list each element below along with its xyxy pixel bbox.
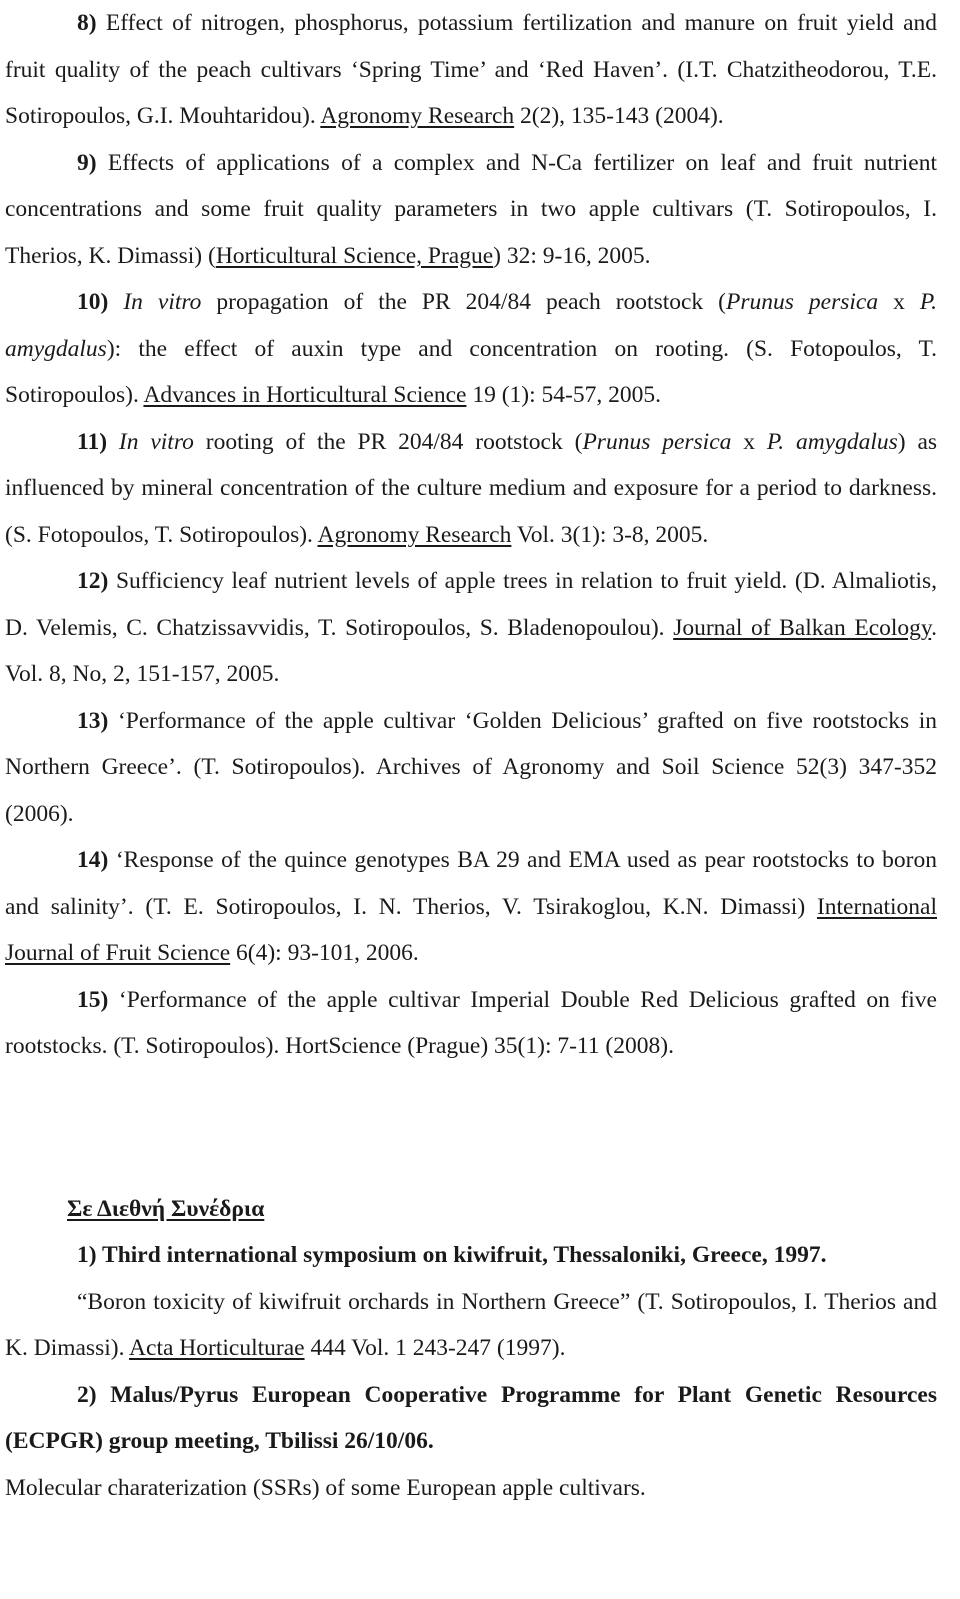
publication-12 xyxy=(5,558,937,698)
publication-details: Vol. 3(1): 3-8, 2005. xyxy=(516,521,709,548)
journal-link[interactable]: Acta Horticulturae xyxy=(129,1335,305,1361)
publication-text: ) as influenced by mineral concentration of the culture medium and exposure for a period to darkness. (S. Fotopoulos, T. Sotiropoulos). xyxy=(5,428,938,548)
publication-details: 6(4): 93-101, 2006. xyxy=(236,940,419,966)
conference-2-title: 2) Malus/Pyrus European Cooperative Programme for Plant Genetic Resources (ECPGR) group meeting, Tbilissi 26/10/06. xyxy=(5,1381,937,1454)
conference-2-paper xyxy=(5,1465,937,1512)
publication-text: ‘Performance of the apple cultivar ‘Golden Delicious’ grafted on five rootstocks in Northern Greece’. (T. Sotiropoulos). Archives of Agronomy and Soil Science 52(3) 347-352 (2006). xyxy=(5,707,938,827)
publication-text: Effect of nitrogen, phosphorus, potassium fertilization and manure on fruit yield and fruit quality of the peach cultivars ‘Spring Time’ and ‘Red Haven’. (I.T. Chatzitheodorou, T.E. Sotiropoulos, G.I. Mouhtaridou). xyxy=(5,10,938,129)
publication-text: ‘Performance of the apple cultivar Imperial Double Red Delicious grafted on five rootstocks. (T. Sotiropoulos). HortScience (Prague) 35(1): 7-11 (2008). xyxy=(5,986,937,1059)
publication-15 xyxy=(5,977,937,1070)
publication-text: propagation of the PR 204/84 peach rootstock ( xyxy=(216,289,727,315)
publication-number: 11) xyxy=(77,428,108,455)
publication-number: 9) xyxy=(77,149,97,176)
publication-13 xyxy=(5,698,937,838)
publication-details: . Vol. 8, No, 2, 151-157, 2005. xyxy=(5,614,938,687)
paper-text: “Boron toxicity of kiwifruit orchards in Northern Greece” (T. Sotiropoulos, I. Therios and K. Dimassi). xyxy=(5,1288,937,1361)
journal-link[interactable]: International Journal of Fruit Science xyxy=(5,893,938,966)
journal-link[interactable]: Advances in Horticultural Science xyxy=(143,382,467,408)
publication-9 xyxy=(5,140,937,280)
publication-text: rooting of the PR 204/84 rootstock ( xyxy=(205,428,583,455)
species-name: Prunus persica xyxy=(726,289,879,315)
publication-number: 14) xyxy=(77,847,109,873)
publication-number: 15) xyxy=(77,986,109,1013)
section-heading xyxy=(5,1186,937,1233)
publication-11 xyxy=(5,419,937,559)
species-name: P. amygdalus xyxy=(766,428,898,455)
publication-14 xyxy=(5,837,937,977)
latin-term: In vitro xyxy=(118,428,194,455)
publication-details: 19 (1): 54-57, 2005. xyxy=(472,382,661,408)
conference-1-title: 1) Third international symposium on kiwifruit, Thessaloniki, Greece, 1997. xyxy=(77,1242,827,1268)
document-page xyxy=(5,0,937,1511)
journal-link[interactable]: Horticultural Science, Prague xyxy=(215,242,494,269)
publication-number: 10) xyxy=(77,289,109,315)
conferences-heading: Σε Διεθνή Συνέδρια xyxy=(67,1195,265,1222)
species-name: Prunus persica xyxy=(582,428,732,455)
publication-text: ‘Response of the quince genotypes BA 29 and EMA used as pear rootstocks to boron and salinity’. (T. E. Sotiropoulos, I. N. Therios, V. Tsirakoglou, K.N. Dimassi) xyxy=(5,847,938,920)
section-spacer xyxy=(5,1070,937,1186)
publication-text: x xyxy=(743,428,756,455)
publication-10 xyxy=(5,279,937,419)
latin-term: In vitro xyxy=(123,289,202,315)
journal-link[interactable]: Agronomy Research xyxy=(317,521,512,548)
journal-link[interactable]: Journal of Balkan Ecology xyxy=(673,614,932,641)
publication-text: ): the effect of auxin type and concentration on rooting. (S. Fotopoulos, T. Sotiropoulos). xyxy=(5,335,937,408)
species-name: P. amygdalus xyxy=(5,289,938,362)
publication-text: Effects of applications of a complex and N-Ca fertilizer on leaf and fruit nutrient concentrations and some fruit quality parameters in two apple cultivars (T. Sotiropoulos, I. Therios, K. Dimassi) ( xyxy=(5,149,937,269)
publication-number: 12) xyxy=(77,568,109,594)
publication-details: ) 32: 9-16, 2005. xyxy=(493,242,651,269)
publication-text: Sufficiency leaf nutrient levels of apple trees in relation to fruit yield. (D. Almaliotis, D. Velemis, C. Chatzissavvidis, T. Sotiropoulos, S. Bladenopoulou). xyxy=(5,568,937,641)
publication-number: 13) xyxy=(77,707,109,734)
paper-text: Molecular charaterization (SSRs) of some European apple cultivars. xyxy=(5,1474,646,1501)
journal-link[interactable]: Agronomy Research xyxy=(320,103,515,129)
publication-details: 2(2), 135-143 (2004). xyxy=(520,103,724,129)
conference-1-paper xyxy=(5,1279,937,1372)
publication-8 xyxy=(5,0,937,140)
publication-number: 8) xyxy=(77,10,97,36)
publication-text: x xyxy=(893,289,905,315)
publication-details: 444 Vol. 1 243-247 (1997). xyxy=(310,1335,566,1361)
